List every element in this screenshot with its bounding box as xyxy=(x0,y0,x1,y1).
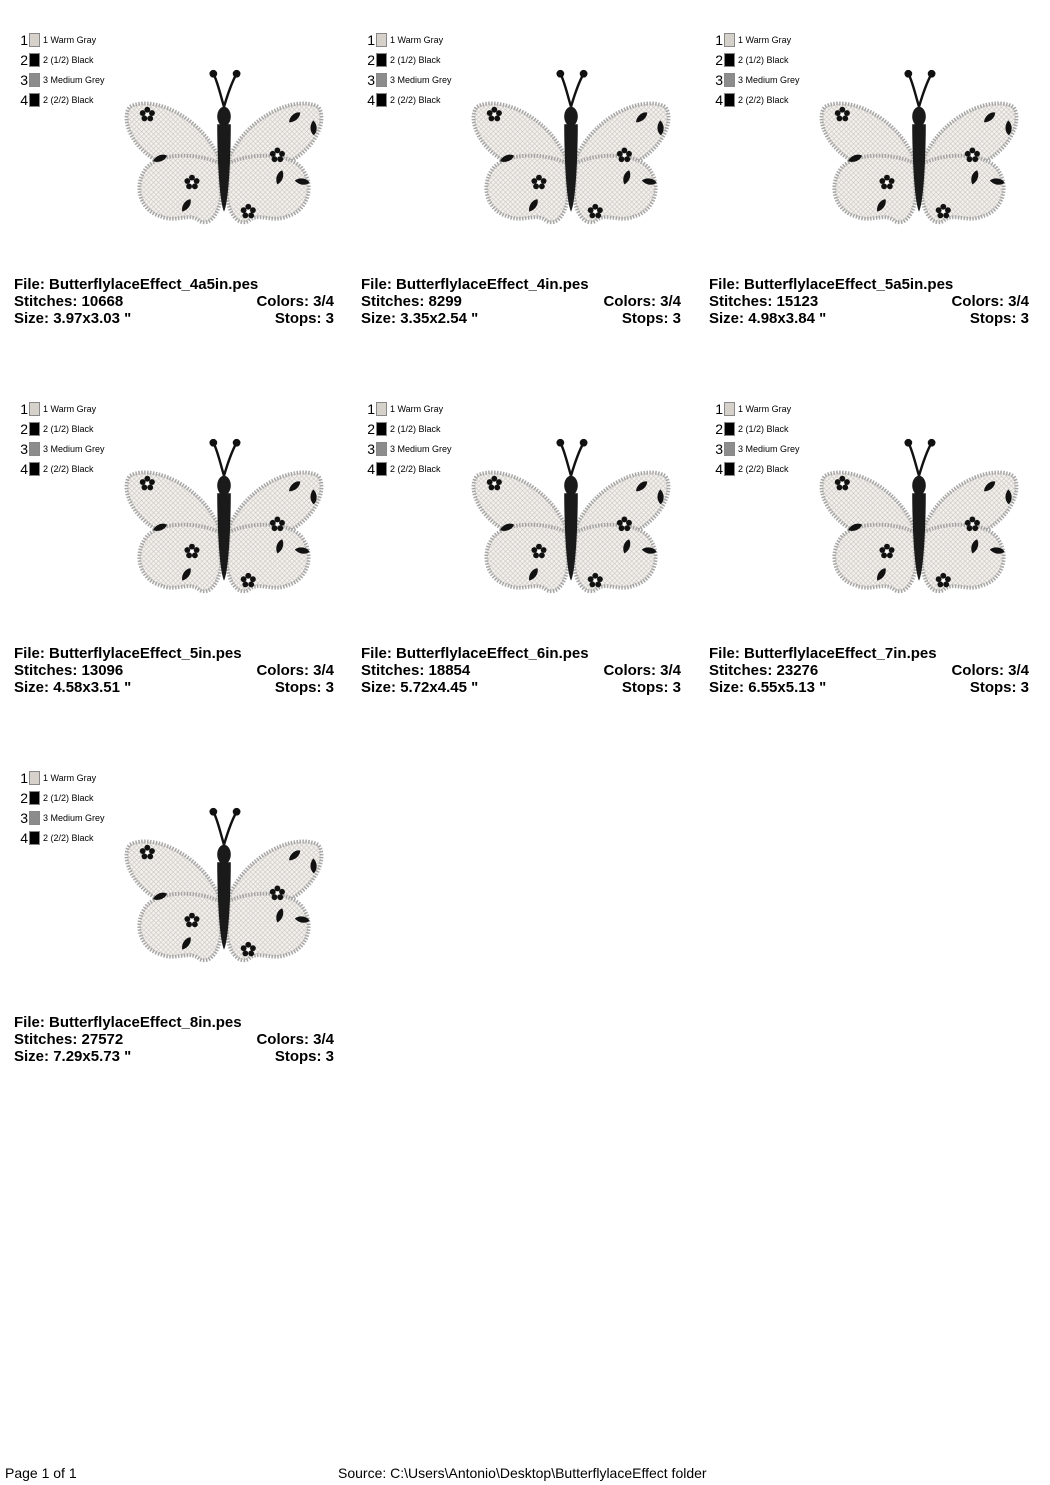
legend-number: 3 xyxy=(367,441,375,457)
legend-row xyxy=(713,90,800,110)
design-card xyxy=(14,766,334,1096)
color-swatch xyxy=(376,33,387,47)
color-count-value: 3/4 xyxy=(313,1031,334,1048)
color-count xyxy=(951,293,1029,310)
design-size-label: Size: xyxy=(14,679,54,696)
file-name-value: ButterflylaceEffect_5a5in.pes xyxy=(744,276,954,293)
legend-color-name: 2 (1/2) Black xyxy=(43,55,94,65)
file-name-value: ButterflylaceEffect_4in.pes xyxy=(396,276,589,293)
design-card xyxy=(709,28,1029,358)
stop-count-label: Stops: xyxy=(274,679,326,696)
legend-row xyxy=(365,70,452,90)
legend-row xyxy=(365,419,452,439)
legend-row xyxy=(365,90,452,110)
color-swatch xyxy=(29,442,40,456)
legend-number: 1 xyxy=(715,32,723,48)
design-info xyxy=(361,276,681,327)
legend-row xyxy=(18,808,105,828)
butterfly-preview xyxy=(119,66,329,231)
stitch-count xyxy=(14,293,123,310)
color-count xyxy=(256,1031,334,1048)
legend-number: 1 xyxy=(367,401,375,417)
color-count-label: Colors: xyxy=(256,1031,314,1048)
legend-number: 4 xyxy=(20,92,28,108)
butterfly-image xyxy=(466,66,676,231)
design-size-label: Size: xyxy=(361,310,401,327)
legend-row xyxy=(713,399,800,419)
legend-row xyxy=(713,439,800,459)
color-count-value: 3/4 xyxy=(1008,662,1029,679)
legend-row xyxy=(713,30,800,50)
legend-color-name: 1 Warm Gray xyxy=(43,35,97,45)
legend-row xyxy=(713,50,800,70)
design-size xyxy=(361,310,478,327)
stop-count-value: 3 xyxy=(325,679,334,696)
stitch-count-value: 10668 xyxy=(81,293,124,310)
stitch-count-value: 27572 xyxy=(81,1031,124,1048)
butterfly-preview xyxy=(814,66,1024,231)
legend-color-name: 3 Medium Grey xyxy=(43,75,105,85)
file-name-label: File: xyxy=(14,645,50,662)
legend-row xyxy=(18,768,105,788)
file-name-value: ButterflylaceEffect_4a5in.pes xyxy=(49,276,259,293)
file-name-label: File: xyxy=(14,1014,50,1031)
file-name-value: ButterflylaceEffect_8in.pes xyxy=(49,1014,242,1031)
color-swatch xyxy=(724,442,735,456)
stop-count-label: Stops: xyxy=(274,310,326,327)
color-swatch xyxy=(724,73,735,87)
design-card xyxy=(14,28,334,358)
legend-row xyxy=(365,459,452,479)
butterfly-preview xyxy=(119,435,329,600)
design-card xyxy=(14,397,334,727)
color-swatch xyxy=(29,93,40,107)
color-swatch xyxy=(376,73,387,87)
legend-row xyxy=(365,399,452,419)
stop-count xyxy=(622,679,681,696)
legend-number: 4 xyxy=(367,461,375,477)
legend-number: 4 xyxy=(715,92,723,108)
legend-number: 1 xyxy=(20,770,28,786)
legend-color-name: 3 Medium Grey xyxy=(43,813,105,823)
file-name xyxy=(709,276,953,293)
color-count-value: 3/4 xyxy=(313,662,334,679)
legend-number: 3 xyxy=(20,810,28,826)
stop-count-label: Stops: xyxy=(621,679,673,696)
color-count xyxy=(256,293,334,310)
color-legend xyxy=(365,399,452,479)
legend-row xyxy=(18,50,105,70)
legend-number: 3 xyxy=(20,441,28,457)
color-swatch xyxy=(376,442,387,456)
color-legend xyxy=(18,768,105,848)
color-count-label: Colors: xyxy=(951,662,1009,679)
file-name-value: ButterflylaceEffect_7in.pes xyxy=(744,645,937,662)
butterfly-image xyxy=(119,435,329,600)
legend-number: 4 xyxy=(367,92,375,108)
color-count-label: Colors: xyxy=(603,662,661,679)
file-name xyxy=(14,1014,242,1031)
legend-color-name: 1 Warm Gray xyxy=(738,35,792,45)
file-name-label: File: xyxy=(709,645,745,662)
design-info xyxy=(14,645,334,696)
design-size-label: Size: xyxy=(14,1048,54,1065)
legend-color-name: 3 Medium Grey xyxy=(390,75,452,85)
design-size xyxy=(14,1048,131,1065)
color-swatch xyxy=(29,402,40,416)
stop-count-value: 3 xyxy=(325,310,334,327)
stop-count-value: 3 xyxy=(1020,310,1029,327)
legend-color-name: 2 (1/2) Black xyxy=(738,55,789,65)
design-size-label: Size: xyxy=(361,679,401,696)
butterfly-image xyxy=(814,66,1024,231)
color-swatch xyxy=(724,462,735,476)
stitch-count xyxy=(709,293,818,310)
legend-color-name: 1 Warm Gray xyxy=(738,404,792,414)
legend-row xyxy=(18,459,105,479)
legend-row xyxy=(18,419,105,439)
design-info xyxy=(709,645,1029,696)
legend-row xyxy=(18,90,105,110)
butterfly-image xyxy=(466,435,676,600)
stop-count-label: Stops: xyxy=(969,679,1021,696)
legend-color-name: 2 (2/2) Black xyxy=(390,95,441,105)
color-swatch xyxy=(724,33,735,47)
legend-number: 4 xyxy=(20,830,28,846)
color-swatch xyxy=(29,771,40,785)
legend-number: 4 xyxy=(20,461,28,477)
file-name-label: File: xyxy=(361,276,397,293)
legend-row xyxy=(18,70,105,90)
file-name xyxy=(14,276,258,293)
design-card xyxy=(361,397,681,727)
stop-count-label: Stops: xyxy=(274,1048,326,1065)
page-indicator: Page 1 of 1 xyxy=(5,1465,77,1481)
color-swatch xyxy=(376,462,387,476)
stitch-count xyxy=(361,293,462,310)
legend-color-name: 2 (2/2) Black xyxy=(390,464,441,474)
stitch-count-label: Stitches: xyxy=(709,293,777,310)
stitch-count-label: Stitches: xyxy=(14,1031,82,1048)
legend-number: 3 xyxy=(367,72,375,88)
color-swatch xyxy=(376,53,387,67)
color-swatch xyxy=(376,422,387,436)
file-name xyxy=(361,645,589,662)
legend-color-name: 2 (1/2) Black xyxy=(390,424,441,434)
butterfly-preview xyxy=(466,435,676,600)
stop-count-value: 3 xyxy=(1020,679,1029,696)
color-count xyxy=(951,662,1029,679)
design-card xyxy=(361,28,681,358)
legend-color-name: 1 Warm Gray xyxy=(390,404,444,414)
legend-color-name: 1 Warm Gray xyxy=(43,404,97,414)
legend-color-name: 2 (2/2) Black xyxy=(43,95,94,105)
design-size-value: 7.29x5.73 " xyxy=(53,1048,132,1065)
design-info xyxy=(14,276,334,327)
stop-count xyxy=(275,679,334,696)
stop-count-label: Stops: xyxy=(621,310,673,327)
stitch-count xyxy=(361,662,470,679)
file-name xyxy=(709,645,937,662)
legend-color-name: 2 (1/2) Black xyxy=(390,55,441,65)
color-count-label: Colors: xyxy=(951,293,1009,310)
legend-number: 3 xyxy=(715,441,723,457)
color-swatch xyxy=(29,422,40,436)
legend-row xyxy=(18,828,105,848)
color-swatch xyxy=(29,831,40,845)
legend-number: 1 xyxy=(367,32,375,48)
stop-count xyxy=(970,310,1029,327)
color-swatch xyxy=(376,93,387,107)
legend-color-name: 1 Warm Gray xyxy=(43,773,97,783)
legend-number: 1 xyxy=(20,32,28,48)
color-count-label: Colors: xyxy=(256,293,314,310)
butterfly-image xyxy=(814,435,1024,600)
butterfly-preview xyxy=(466,66,676,231)
legend-color-name: 1 Warm Gray xyxy=(390,35,444,45)
design-size-label: Size: xyxy=(709,310,749,327)
file-name xyxy=(361,276,589,293)
stitch-count-label: Stitches: xyxy=(709,662,777,679)
legend-row xyxy=(18,439,105,459)
legend-number: 3 xyxy=(20,72,28,88)
design-size xyxy=(361,679,478,696)
legend-row xyxy=(713,419,800,439)
legend-color-name: 2 (2/2) Black xyxy=(43,833,94,843)
color-legend xyxy=(18,30,105,110)
legend-number: 1 xyxy=(20,401,28,417)
legend-row xyxy=(18,788,105,808)
legend-color-name: 3 Medium Grey xyxy=(738,75,800,85)
source-path: Source: C:\Users\Antonio\Desktop\ButterflylaceEffect folder xyxy=(338,1465,707,1481)
stop-count xyxy=(275,1048,334,1065)
stitch-count-value: 18854 xyxy=(428,662,471,679)
legend-number: 4 xyxy=(715,461,723,477)
color-count-value: 3/4 xyxy=(660,293,681,310)
stitch-count-label: Stitches: xyxy=(361,293,429,310)
color-count xyxy=(256,662,334,679)
legend-number: 2 xyxy=(20,421,28,437)
legend-number: 2 xyxy=(20,52,28,68)
color-swatch xyxy=(376,402,387,416)
stitch-count xyxy=(709,662,818,679)
legend-color-name: 2 (1/2) Black xyxy=(43,424,94,434)
butterfly-image xyxy=(119,804,329,969)
color-swatch xyxy=(29,33,40,47)
legend-color-name: 3 Medium Grey xyxy=(390,444,452,454)
file-name-value: ButterflylaceEffect_5in.pes xyxy=(49,645,242,662)
legend-number: 2 xyxy=(715,52,723,68)
color-legend xyxy=(713,399,800,479)
legend-number: 1 xyxy=(715,401,723,417)
stop-count xyxy=(275,310,334,327)
color-swatch xyxy=(29,462,40,476)
legend-color-name: 2 (2/2) Black xyxy=(43,464,94,474)
stitch-count xyxy=(14,662,123,679)
color-swatch xyxy=(724,402,735,416)
stitch-count-value: 23276 xyxy=(776,662,819,679)
design-size-value: 3.35x2.54 " xyxy=(400,310,479,327)
legend-color-name: 3 Medium Grey xyxy=(43,444,105,454)
file-name xyxy=(14,645,242,662)
design-size-value: 4.58x3.51 " xyxy=(53,679,132,696)
legend-number: 3 xyxy=(715,72,723,88)
stop-count-value: 3 xyxy=(325,1048,334,1065)
color-legend xyxy=(713,30,800,110)
legend-row xyxy=(365,30,452,50)
legend-color-name: 2 (2/2) Black xyxy=(738,464,789,474)
color-swatch xyxy=(724,53,735,67)
color-count xyxy=(603,662,681,679)
stitch-count-label: Stitches: xyxy=(361,662,429,679)
legend-row xyxy=(713,70,800,90)
design-info xyxy=(14,1014,334,1065)
legend-row xyxy=(713,459,800,479)
legend-row xyxy=(18,399,105,419)
stop-count-value: 3 xyxy=(672,679,681,696)
color-count-value: 3/4 xyxy=(660,662,681,679)
design-size xyxy=(14,310,131,327)
color-swatch xyxy=(724,422,735,436)
stitch-count xyxy=(14,1031,123,1048)
legend-number: 2 xyxy=(367,52,375,68)
design-size-value: 5.72x4.45 " xyxy=(400,679,479,696)
legend-color-name: 2 (1/2) Black xyxy=(738,424,789,434)
color-swatch xyxy=(724,93,735,107)
color-swatch xyxy=(29,53,40,67)
legend-number: 2 xyxy=(367,421,375,437)
legend-number: 2 xyxy=(20,790,28,806)
legend-color-name: 3 Medium Grey xyxy=(738,444,800,454)
design-size xyxy=(14,679,131,696)
legend-number: 2 xyxy=(715,421,723,437)
design-size-label: Size: xyxy=(14,310,54,327)
stop-count-value: 3 xyxy=(672,310,681,327)
legend-row xyxy=(18,30,105,50)
stitch-count-value: 13096 xyxy=(81,662,124,679)
file-name-label: File: xyxy=(361,645,397,662)
legend-row xyxy=(365,439,452,459)
file-name-label: File: xyxy=(709,276,745,293)
color-swatch xyxy=(29,73,40,87)
color-count-label: Colors: xyxy=(256,662,314,679)
legend-row xyxy=(365,50,452,70)
file-name-label: File: xyxy=(14,276,50,293)
stop-count xyxy=(622,310,681,327)
color-legend xyxy=(365,30,452,110)
color-legend xyxy=(18,399,105,479)
stitch-count-value: 8299 xyxy=(428,293,462,310)
butterfly-preview xyxy=(119,804,329,969)
design-info xyxy=(361,645,681,696)
color-count xyxy=(603,293,681,310)
stitch-count-label: Stitches: xyxy=(14,662,82,679)
color-swatch xyxy=(29,791,40,805)
butterfly-image xyxy=(119,66,329,231)
color-count-value: 3/4 xyxy=(1008,293,1029,310)
design-size-label: Size: xyxy=(709,679,749,696)
butterfly-preview xyxy=(814,435,1024,600)
design-size-value: 3.97x3.03 " xyxy=(53,310,132,327)
color-count-value: 3/4 xyxy=(313,293,334,310)
color-count-label: Colors: xyxy=(603,293,661,310)
stitch-count-label: Stitches: xyxy=(14,293,82,310)
design-info xyxy=(709,276,1029,327)
design-size-value: 4.98x3.84 " xyxy=(748,310,827,327)
color-swatch xyxy=(29,811,40,825)
legend-color-name: 2 (2/2) Black xyxy=(738,95,789,105)
design-card xyxy=(709,397,1029,727)
stitch-count-value: 15123 xyxy=(776,293,819,310)
design-size xyxy=(709,679,826,696)
legend-color-name: 2 (1/2) Black xyxy=(43,793,94,803)
stop-count xyxy=(970,679,1029,696)
file-name-value: ButterflylaceEffect_6in.pes xyxy=(396,645,589,662)
design-size-value: 6.55x5.13 " xyxy=(748,679,827,696)
stop-count-label: Stops: xyxy=(969,310,1021,327)
design-size xyxy=(709,310,826,327)
